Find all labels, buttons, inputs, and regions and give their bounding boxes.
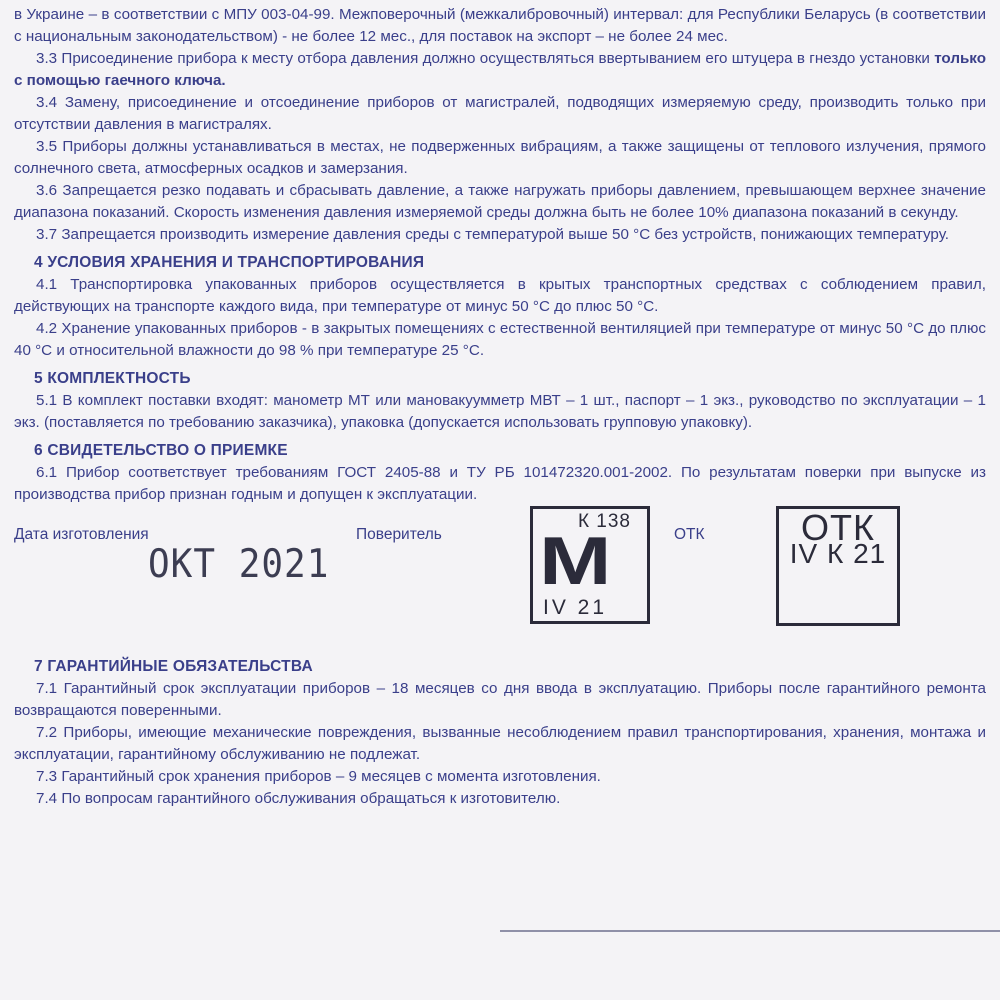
verifier-stamp-period: IV 21 bbox=[543, 596, 608, 619]
paragraph-3-6: 3.6 Запрещается резко подавать и сбрасывать давление, а также нагружать приборы давлением, превышающем верхнее значение диапазона показаний. Скорость изменения давления измеряемой среды должна быть не более 10% диапазона показаний в секунду. bbox=[14, 182, 986, 221]
verifier-stamp-letter: М bbox=[539, 523, 612, 599]
section-6-heading: 6 СВИДЕТЕЛЬСТВО О ПРИЕМКЕ bbox=[34, 442, 288, 459]
paragraph-3-4: 3.4 Замену, присоединение и отсоединение приборов от магистралей, подводящих измеряемую среду, производить только при отсутствии давления в магистралях. bbox=[14, 94, 986, 133]
paragraph-7-4: 7.4 По вопросам гарантийного обслуживания обращаться к изготовителю. bbox=[36, 790, 561, 807]
paragraph-3-3-text: 3.3 Присоединение прибора к месту отбора давления должно осуществляться ввертыванием его штуцера в гнездо установки bbox=[36, 50, 935, 67]
otk-label: ОТК bbox=[674, 526, 705, 543]
section-5-heading: 5 КОМПЛЕКТНОСТЬ bbox=[34, 370, 191, 387]
paragraph-3-3-emphasis: только с помощью гаечного ключа. bbox=[14, 50, 986, 89]
paragraph-5-1: 5.1 В комплект поставки входят: манометр МТ или мановакуумметр МВТ – 1 шт., паспорт – 1 экз., руководство по эксплуатации – 1 экз. (поставляется по требованию заказчика), упаковка (допускается использовать групповую упаковку). bbox=[14, 392, 986, 431]
verifier-stamp-code: К 138 bbox=[577, 511, 631, 532]
paragraph-verification-interval: в Украине – в соответствии с МПУ 003-04-99. Межповерочный (межкалибровочный) интервал: для Республики Беларусь (в соответствии с национальным законодательством) - не более 12 мес., для поставок на экспорт – не более 24 мес. bbox=[14, 6, 986, 45]
paragraph-3-3 bbox=[14, 48, 986, 92]
paragraph-4-2: 4.2 Хранение упакованных приборов - в закрытых помещениях с естественной вентиляцией при температуре от минус 50 °С до плюс 40 °С и относительной влажности до 98 % при температуре 25 °С. bbox=[14, 320, 986, 359]
otk-stamp bbox=[776, 506, 900, 626]
section-7-heading: 7 ГАРАНТИЙНЫЕ ОБЯЗАТЕЛЬСТВА bbox=[34, 658, 313, 675]
paragraph-6-1: 6.1 Прибор соответствует требованиям ГОСТ 2405-88 и ТУ РБ 101472320.001-2002. По результатам поверки при выпуске из производства прибор признан годным и допущен к эксплуатации. bbox=[14, 464, 986, 503]
otk-stamp-code: IV К 21 bbox=[789, 538, 887, 569]
paragraph-7-2: 7.2 Приборы, имеющие механические повреждения, вызванные несоблюдением правил транспортирования, хранения, монтажа и эксплуатации, гарантийному обслуживанию не подлежат. bbox=[14, 724, 986, 763]
verifier-stamp bbox=[530, 506, 650, 624]
section-4-heading: 4 УСЛОВИЯ ХРАНЕНИЯ И ТРАНСПОРТИРОВАНИЯ bbox=[34, 254, 425, 271]
paragraph-3-7: 3.7 Запрещается производить измерение давления среды с температурой выше 50 °С без устройств, понижающих температуру. bbox=[36, 226, 950, 243]
paragraph-7-3: 7.3 Гарантийный срок хранения приборов – 9 месяцев с момента изготовления. bbox=[36, 768, 601, 785]
manufacture-date-stamp: ОКТ 2021 bbox=[148, 542, 330, 587]
document-page bbox=[14, 4, 986, 810]
otk-stamp-title: ОТК bbox=[801, 507, 875, 548]
paragraph-7-1: 7.1 Гарантийный срок эксплуатации приборов – 18 месяцев со дня ввода в эксплуатацию. Приборы после гарантийного ремонта возвращаются поверенными. bbox=[14, 680, 986, 719]
paragraph-3-5: 3.5 Приборы должны устанавливаться в местах, не подверженных вибрациям, а также защищены от теплового излучения, прямого солнечного света, атмосферных осадков и замерзания. bbox=[14, 138, 986, 177]
paragraph-4-1: 4.1 Транспортировка упакованных приборов осуществляется в крытых транспортных средствах с соблюдением правил, действующих на транспорте каждого вида, при температуре от минус 50 °С до плюс 50 °С. bbox=[14, 276, 986, 315]
verifier-label: Поверитель bbox=[356, 526, 442, 543]
end-divider bbox=[500, 930, 1000, 932]
signature-block bbox=[14, 506, 986, 656]
manufacture-date-label: Дата изготовления bbox=[14, 526, 149, 543]
